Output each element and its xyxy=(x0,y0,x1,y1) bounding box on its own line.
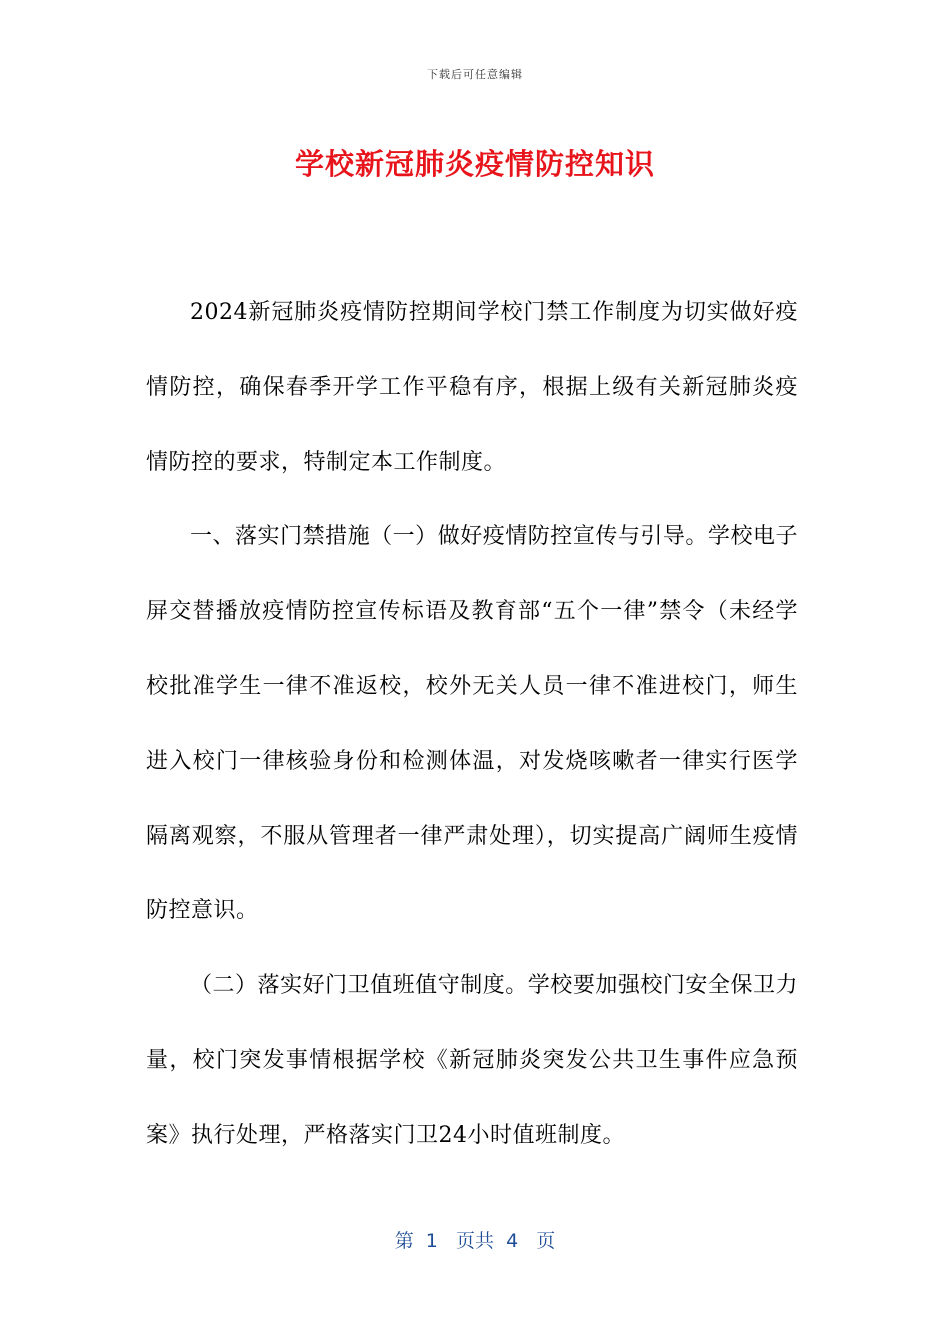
paragraph-intro: 2024新冠肺炎疫情防控期间学校门禁工作制度为切实做好疫情防控，确保春季开学工作平稳有序，根据上级有关新冠肺炎疫情防控的要求，特制定本工作制度。 xyxy=(146,300,798,475)
page-number-footer: 第 1 页共 4 页 xyxy=(394,1230,556,1252)
header-note: 下载后可任意编辑 xyxy=(427,68,523,81)
document-body xyxy=(146,276,798,1174)
document-title: 学校新冠肺炎疫情防控知识 xyxy=(294,147,655,181)
paragraph-section-1: 一、落实门禁措施（一）做好疫情防控宣传与引导。学校电子屏交替播放疫情防控宣传标语及教育部“五个一律”禁令（未经学校批准学生一律不准返校，校外无关人员一律不准进校门，师生进入校门一律核验身份和检测体温，对发烧咳嗽者一律实行医学隔离观察，不服从管理者一律严肃处理），切实提高广阔师生疫情防控意识。 xyxy=(146,524,798,924)
paragraph-section-2: （二）落实好门卫值班值守制度。学校要加强校门安全保卫力量，校门突发事情根据学校《新冠肺炎突发公共卫生事件应急预案》执行处理，严格落实门卫24小时值班制度。 xyxy=(146,973,798,1148)
